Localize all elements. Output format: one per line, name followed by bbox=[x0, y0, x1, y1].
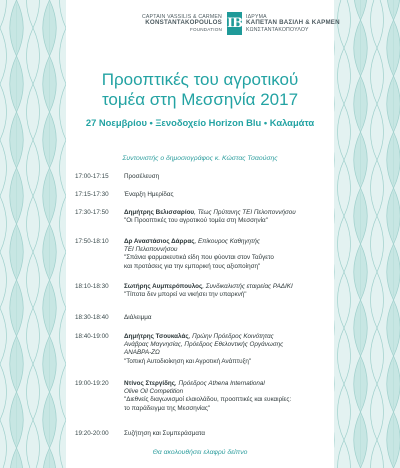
foundation-en-line2: KONSTANTAKOPOULOS bbox=[145, 19, 222, 27]
foundation-name-english bbox=[124, 14, 222, 33]
foundation-gr-line1: ΙΔΡΥΜΑ bbox=[246, 14, 267, 20]
moderator-line: Συντονιστής ο δημοσιογράφος κ. Κώστας Τσαούσης bbox=[122, 155, 278, 162]
footer-note: Θα ακολουθήσει ελαφρύ δείπνο bbox=[152, 449, 248, 456]
schedule-item: Προσέλευση bbox=[124, 173, 160, 180]
speaker-name: Σωτήρης Αυμπερόπουλος bbox=[124, 283, 203, 290]
speaker-role-cont: Olive Oil Competition bbox=[124, 388, 184, 396]
speaker-role: , Πρόεδρος Athena International bbox=[175, 380, 265, 387]
talk-title: "Τίποτα δεν μπορεί να νικήσει την υπαρκνή" bbox=[124, 291, 247, 299]
talk-title-cont: το παράδειγμα της Μεσσηνίας" bbox=[124, 404, 211, 412]
speaker-name: Δημήτρης Τσουκαλάς bbox=[124, 333, 189, 340]
schedule-time: 19:20-20:00 bbox=[75, 430, 109, 437]
schedule-item bbox=[124, 209, 330, 225]
foundation-name-greek bbox=[246, 14, 346, 33]
speaker-role: , Τέως Πρύτανης ΤΕΙ Πελοποννήσου bbox=[194, 209, 296, 216]
foundation-en-line3: FOUNDATION bbox=[189, 26, 222, 32]
schedule-time: 17:50-18:10 bbox=[75, 238, 109, 245]
talk-title: "Σπάνια φαρμακευτικά είδη που φύονται στον Ταΰγετο bbox=[124, 254, 274, 262]
decorative-leaf-pattern-right bbox=[334, 0, 400, 468]
schedule-time: 17:15-17:30 bbox=[75, 191, 109, 198]
schedule-time: 18:10-18:30 bbox=[75, 283, 109, 290]
schedule-item: Έναρξη Ημερίδας bbox=[124, 191, 174, 198]
speaker-role-cont: ΑΝΑΒΡΑ-ΖΩ bbox=[124, 349, 160, 357]
schedule-item: Διάλειμμα bbox=[124, 314, 152, 321]
event-title bbox=[66, 70, 334, 110]
event-date-venue: 27 Νοεμβρίου • Ξενοδοχείο Horizon Blu • Καλαμάτα bbox=[85, 117, 315, 128]
event-title-line2: τομέα στη Μεσσηνία 2017 bbox=[101, 90, 299, 109]
schedule-time: 17:00-17:15 bbox=[75, 173, 109, 180]
flyer-content bbox=[66, 0, 340, 468]
decorative-leaf-pattern-left bbox=[0, 0, 66, 468]
foundation-gr-line2: ΚΑΠΕΤΑΝ ΒΑΣΙΛΗ & ΚΑΡΜΕΝ bbox=[246, 19, 340, 27]
foundation-en-line1: CAPTAIN VASSILIS & CARMEN bbox=[141, 14, 222, 20]
schedule-item bbox=[124, 380, 330, 413]
speaker-role: , Πρώην Πρόεδρος Κοινότητας bbox=[188, 333, 274, 340]
speaker-role: , Συνδικαλιστής εταιρείας ΡΑΔΙΚΙ bbox=[202, 283, 293, 290]
speaker-role-cont: ΤΕΙ Πελοποννήσου bbox=[124, 246, 178, 254]
schedule-item bbox=[124, 238, 330, 271]
speaker-name: Δρ Αναστάσιος Δάρρας bbox=[124, 238, 195, 245]
speaker-name: Δημήτρης Βελισσαρίου bbox=[124, 209, 195, 216]
speaker-name: Ντίνος Στεργίδης bbox=[124, 380, 176, 387]
event-title-line1: Προοπτικές του αγροτικού bbox=[101, 70, 299, 89]
schedule-time: 19:00-19:20 bbox=[75, 380, 109, 387]
foundation-logo-icon: ΙΒ bbox=[227, 12, 242, 35]
foundation-header bbox=[124, 8, 340, 44]
speaker-role-cont: Ανάβρας Μαγνησίας, Πρόεδρος Εθελοντικής Οργάνωσης bbox=[124, 341, 284, 349]
foundation-gr-line3: ΚΩΝΣΤΑΝΤΑΚΟΠΟΥΛΟΥ bbox=[246, 26, 309, 33]
talk-title: "Οι Προοπτικές του αγροτικού τομέα στη Μεσσηνία" bbox=[124, 217, 268, 225]
schedule-time: 17:30-17:50 bbox=[75, 209, 109, 216]
speaker-role: , Επίκουρος Καθηγητής bbox=[194, 238, 260, 245]
talk-title: "Τοπική Αυτοδιοίκηση και Αγροτική Ανάπτυξη" bbox=[124, 357, 252, 365]
schedule-item: Συζήτηση και Συμπεράσματα bbox=[124, 430, 206, 437]
talk-title: "Διεθνείς διαγωνισμοί ελαιολάδου, προοπτικές και ευκαιρίες: bbox=[124, 396, 292, 404]
talk-title-cont: και προτάσεις για την εμπορική τους αξιοποίηση" bbox=[124, 262, 261, 270]
schedule-time: 18:30-18:40 bbox=[75, 314, 109, 321]
schedule-time: 18:40-19:00 bbox=[75, 333, 109, 340]
schedule-item bbox=[124, 333, 330, 366]
schedule-item bbox=[124, 283, 330, 299]
